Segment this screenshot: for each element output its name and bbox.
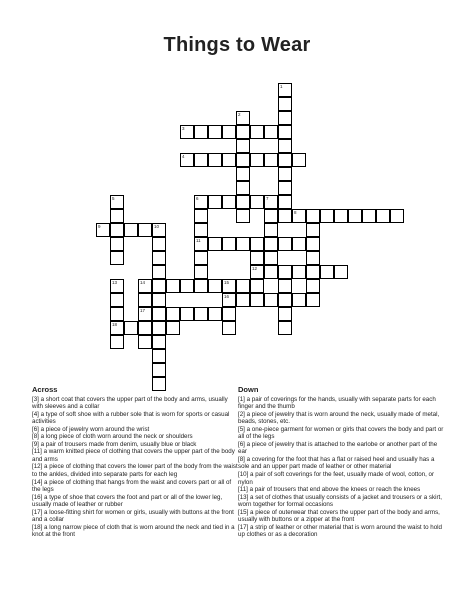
grid-cell[interactable] [110,195,124,209]
grid-cell[interactable] [278,153,292,167]
grid-cell[interactable] [152,349,166,363]
grid-cell[interactable] [208,307,222,321]
down-clue: [8] a covering for the foot that has a flat or raised heel and usually has a sole and an upper part made of leather or other material [238,455,435,471]
grid-cell[interactable] [236,195,250,209]
grid-cell[interactable] [124,321,138,335]
grid-cell[interactable] [194,209,208,223]
grid-cell[interactable] [110,223,124,237]
grid-cell[interactable] [222,321,236,335]
grid-cell[interactable] [278,265,292,279]
grid-cell[interactable] [222,307,236,321]
grid-cell[interactable] [208,279,222,293]
grid-cell[interactable] [250,265,264,279]
grid-cell[interactable] [306,265,320,279]
grid-cell[interactable] [236,279,250,293]
grid-cell[interactable] [208,195,222,209]
grid-cell[interactable] [236,293,250,307]
grid-cell[interactable] [306,279,320,293]
across-heading: Across [32,385,58,394]
grid-cell[interactable] [292,237,306,251]
across-clue: [3] a short coat that covers the upper part of the body and arms, usually with sleeves and a collar [32,395,228,411]
grid-cell[interactable] [194,125,208,139]
down-clue: [1] a pair of coverings for the hands, usually with separate parts for each finger and the thumb [238,395,436,411]
grid-cell[interactable] [278,293,292,307]
across-clue: [16] a type of shoe that covers the foot and part or all of the lower leg, usually made of leather or rubber [32,493,223,509]
clue-number: 16 [224,294,230,299]
grid-cell[interactable] [376,209,390,223]
clue-number: 1 [280,84,283,89]
grid-cell[interactable] [222,125,236,139]
grid-cell[interactable] [208,237,222,251]
clue-number: 7 [266,196,269,201]
grid-cell[interactable] [180,153,194,167]
grid-cell[interactable] [320,265,334,279]
across-clue: [4] a type of soft shoe with a rubber sole that is worn for sports or casual activities [32,410,230,426]
clue-number: 9 [98,224,101,229]
grid-cell[interactable] [250,125,264,139]
grid-cell[interactable] [306,251,320,265]
grid-cell[interactable] [110,335,124,349]
grid-cell[interactable] [96,223,110,237]
grid-cell[interactable] [152,321,166,335]
across-clue: [18] a long narrow piece of cloth that is worn around the neck and tied in a knot at the front [32,523,235,539]
grid-cell[interactable] [278,209,292,223]
grid-cell[interactable] [250,293,264,307]
grid-cell[interactable] [166,279,180,293]
grid-cell[interactable] [250,153,264,167]
clue-number: 2 [238,112,241,117]
clue-number: 6 [196,196,199,201]
down-clue: [5] a one-piece garment for women or girls that covers the body and part or all of the legs [238,425,444,441]
grid-cell[interactable] [264,153,278,167]
grid-cell[interactable] [110,279,124,293]
grid-cell[interactable] [334,209,348,223]
across-clue: [17] a loose-fitting shirt for women or girls, usually with buttons at the front and a collar [32,508,234,524]
grid-cell[interactable] [236,167,250,181]
grid-cell[interactable] [124,223,138,237]
grid-cell[interactable] [278,97,292,111]
down-clue: [6] a piece of jewelry that is attached to the earlobe or another part of the ear [238,440,438,456]
grid-cell[interactable] [264,195,278,209]
down-clues [238,386,444,539]
grid-cell[interactable] [138,307,152,321]
grid-cell[interactable] [264,237,278,251]
grid-cell[interactable] [278,83,292,97]
clue-number: 15 [224,280,230,285]
grid-cell[interactable] [292,209,306,223]
grid-cell[interactable] [152,237,166,251]
grid-cell[interactable] [152,335,166,349]
grid-cell[interactable] [152,307,166,321]
down-clue: [11] a pair of trousers that end above the knees or reach the knees [238,486,421,494]
grid-cell[interactable] [334,265,348,279]
clue-number: 3 [182,126,185,131]
down-clue: [2] a piece of jewelry that is worn around the neck, usually made of metal, beads, stones, etc. [238,410,440,426]
grid-cell[interactable] [180,307,194,321]
grid-cell[interactable] [194,153,208,167]
grid-cell[interactable] [152,251,166,265]
grid-cell[interactable] [292,265,306,279]
grid-cell[interactable] [250,237,264,251]
across-clue: [6] a piece of jewelry worn around the wrist [32,425,150,433]
down-heading: Down [238,385,259,394]
grid-cell[interactable] [236,111,250,125]
across-clue: [14] a piece of clothing that hangs from the waist and covers part or all of the legs [32,478,232,494]
clue-number: 8 [294,210,297,215]
grid-cell[interactable] [110,307,124,321]
grid-cell[interactable] [278,139,292,153]
clue-number: 10 [154,224,160,229]
grid-cell[interactable] [194,223,208,237]
grid-cell[interactable] [292,153,306,167]
down-clue: [10] a pair of soft coverings for the feet, usually made of wool, cotton, or nylon [238,471,435,486]
clue-number: 5 [112,196,115,201]
grid-cell[interactable] [278,307,292,321]
grid-cell[interactable] [250,251,264,265]
grid-cell[interactable] [194,279,208,293]
grid-cell[interactable] [236,139,250,153]
grid-cell[interactable] [166,307,180,321]
clue-number: 11 [196,238,201,243]
grid-cell[interactable] [152,279,166,293]
grid-cell[interactable] [110,293,124,307]
clue-number: 12 [252,266,258,271]
grid-cell[interactable] [250,195,264,209]
grid-cell[interactable] [222,279,236,293]
down-clue: [17] a strip of leather or other material that is worn around the waist to hold up clothes or as a decoration [238,523,442,539]
grid-cell[interactable] [278,125,292,139]
across-clues [32,386,238,539]
grid-cell[interactable] [222,153,236,167]
grid-cell[interactable] [138,293,152,307]
grid-cell[interactable] [306,237,320,251]
grid-cell[interactable] [138,335,152,349]
clue-number: 4 [182,154,185,159]
grid-cell[interactable] [138,321,152,335]
grid-cell[interactable] [180,279,194,293]
grid-cell[interactable] [362,209,376,223]
grid-cell[interactable] [250,279,264,293]
grid-cell[interactable] [278,195,292,209]
grid-cell[interactable] [138,223,152,237]
down-clue: [13] a set of clothes that usually consists of a jacket and trousers or a skirt, worn together for formal occasions [238,493,442,509]
grid-cell[interactable] [278,181,292,195]
grid-cell[interactable] [208,125,222,139]
grid-cell[interactable] [278,321,292,335]
grid-cell[interactable] [278,111,292,125]
grid-cell[interactable] [236,209,250,223]
clue-number: 14 [140,280,146,285]
grid-cell[interactable] [236,181,250,195]
grid-cell[interactable] [278,279,292,293]
grid-cell[interactable] [152,265,166,279]
grid-cell[interactable] [292,293,306,307]
grid-cell[interactable] [110,237,124,251]
grid-cell[interactable] [194,265,208,279]
grid-cell[interactable] [306,209,320,223]
grid-cell[interactable] [194,237,208,251]
grid-cell[interactable] [348,209,362,223]
grid-cell[interactable] [208,153,222,167]
grid-cell[interactable] [278,237,292,251]
grid-cell[interactable] [264,223,278,237]
grid-cell[interactable] [306,293,320,307]
down-clue: [15] a piece of outerwear that covers the upper part of the body and arms, usually with buttons or a zipper at the front [238,508,440,524]
across-clue: [12] a piece of clothing that covers the lower part of the body from the waist to the ankles, divided into separate parts for each leg [32,463,238,479]
grid-cell[interactable] [110,251,124,265]
across-clue: [11] a warm knitted piece of clothing that covers the upper part of the body and arms [32,448,235,463]
grid-cell[interactable] [264,125,278,139]
clue-number: 13 [112,280,118,285]
grid-cell[interactable] [264,293,278,307]
grid-cell[interactable] [152,293,166,307]
grid-cell[interactable] [222,293,236,307]
grid-cell[interactable] [306,223,320,237]
grid-cell[interactable] [236,153,250,167]
grid-cell[interactable] [194,251,208,265]
grid-cell[interactable] [222,195,236,209]
grid-cell[interactable] [166,321,180,335]
grid-cell[interactable] [222,237,236,251]
grid-cell[interactable] [180,125,194,139]
grid-cell[interactable] [152,363,166,377]
grid-cell[interactable] [264,265,278,279]
grid-cell[interactable] [152,223,166,237]
grid-cell[interactable] [320,209,334,223]
grid-cell[interactable] [278,167,292,181]
grid-cell[interactable] [110,209,124,223]
grid-cell[interactable] [236,237,250,251]
page-title: Things to Wear [163,34,311,56]
clue-number: 18 [112,322,118,327]
grid-cell[interactable] [264,251,278,265]
grid-cell[interactable] [194,307,208,321]
clue-number: 17 [140,308,146,313]
grid-cell[interactable] [390,209,404,223]
grid-cell[interactable] [264,209,278,223]
across-clue: [8] a long piece of cloth worn around the neck or shoulders [32,433,193,441]
grid-cell[interactable] [236,125,250,139]
grid-cell[interactable] [138,279,152,293]
grid-cell[interactable] [194,195,208,209]
grid-cell[interactable] [110,321,124,335]
across-clue: [9] a pair of trousers made from denim, usually blue or black [32,440,197,448]
